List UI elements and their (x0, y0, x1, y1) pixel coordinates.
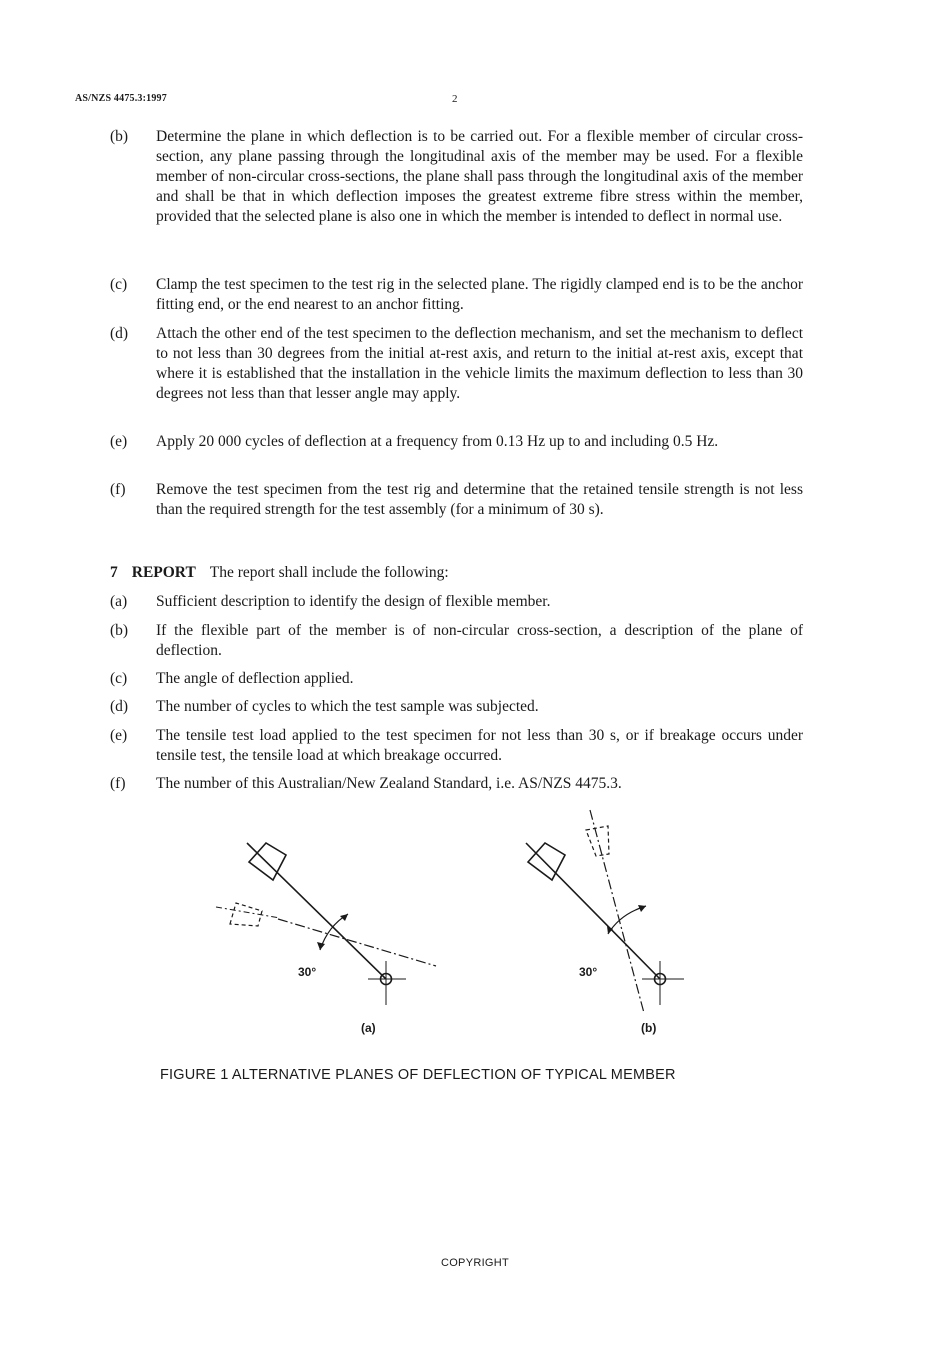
item-text: The number of this Australian/New Zealand Standard, i.e. AS/NZS 4475.3. (156, 775, 622, 792)
angle-label-a: 30° (298, 965, 317, 979)
ghost-axis-line (216, 907, 280, 918)
section-intro: The report shall include the following: (209, 564, 449, 581)
item-text: Attach the other end of the test specimen to the deflection mechanism, and set the mechanism to deflect to not less than 30 degrees from the initial at-rest axis, and return to the initial at-rest axis, except that where it is established that the installation in the vehicle limits the maximum deflection to less than 30 degrees not less than that lesser angle may apply. (156, 325, 803, 402)
report-item-f (110, 774, 803, 794)
item-text: The tensile test load applied to the test specimen for not less than 30 s, or if breakage occurs under tensile test, the tensile load at which breakage occurred. (156, 727, 803, 764)
initial-axis-line (278, 919, 436, 966)
procedure-item-e (110, 432, 803, 452)
member-line (247, 843, 386, 979)
section-title: REPORT (131, 564, 196, 581)
member-line (526, 843, 660, 979)
item-label: (d) (110, 325, 129, 342)
procedure-item-d (110, 324, 803, 404)
panel-b-diagram (526, 810, 684, 1013)
figure-caption: FIGURE 1 ALTERNATIVE PLANES OF DEFLECTION OF TYPICAL MEMBER (160, 1067, 676, 1083)
item-label: (e) (110, 727, 128, 744)
page-number: 2 (452, 93, 458, 105)
report-item-b (110, 621, 803, 661)
initial-axis-line (590, 810, 644, 1013)
anchor-fitting-ghost (586, 826, 609, 856)
procedure-item-b (110, 127, 803, 227)
item-text: The number of cycles to which the test sample was subjected. (156, 698, 539, 715)
item-label: (b) (110, 128, 129, 145)
panel-a-label: (a) (361, 1021, 376, 1035)
item-label: (c) (110, 276, 128, 293)
item-label: (c) (110, 670, 128, 687)
deflection-planes-figure (200, 808, 700, 1038)
anchor-fitting-ghost (230, 903, 262, 926)
section-number: 7 (110, 564, 118, 581)
item-text: Clamp the test specimen to the test rig in the selected plane. The rigidly clamped end is to be the anchor fitting end, or the end nearest to an anchor fitting. (156, 276, 803, 313)
item-text: If the flexible part of the member is of non-circular cross-section, a description of the plane of deflection. (156, 622, 803, 659)
angle-label-b: 30° (579, 965, 598, 979)
item-label: (a) (110, 593, 128, 610)
item-text: Apply 20 000 cycles of deflection at a frequency from 0.13 Hz up to and including 0.5 Hz. (156, 433, 719, 450)
item-text: Sufficient description to identify the design of flexible member. (156, 593, 551, 610)
item-label: (e) (110, 433, 128, 450)
anchor-fitting-solid (528, 843, 565, 880)
report-item-e (110, 726, 803, 766)
item-label: (f) (110, 775, 126, 792)
procedure-item-f (110, 480, 803, 520)
report-item-a (110, 592, 803, 612)
panel-a-diagram (216, 843, 436, 1005)
procedure-item-c (110, 275, 803, 315)
report-section-heading (110, 563, 803, 583)
item-label: (d) (110, 698, 129, 715)
copyright-footer: COPYRIGHT (440, 1257, 510, 1269)
anchor-fitting-solid (249, 843, 286, 880)
panel-b-label: (b) (641, 1021, 657, 1035)
report-item-d (110, 697, 803, 717)
item-text: Determine the plane in which deflection is to be carried out. For a flexible member of circular cross-section, any plane passing through the longitudinal axis of the member may be used. For a flexible member of non-circular cross-sections, the plane shall pass through the longitudinal axis of the member and shall be that in which deflection imposes the greatest extreme fibre stress within the member, provided that the selected plane is also one in which the member is intended to deflect in normal use. (156, 128, 803, 225)
item-label: (b) (110, 622, 129, 639)
item-label: (f) (110, 481, 126, 498)
standard-code: AS/NZS 4475.3:1997 (75, 93, 167, 104)
item-text: Remove the test specimen from the test rig and determine that the retained tensile strength is not less than the required strength for the test assembly (for a minimum of 30 s). (156, 481, 803, 518)
item-text: The angle of deflection applied. (156, 670, 354, 687)
report-item-c (110, 669, 803, 689)
